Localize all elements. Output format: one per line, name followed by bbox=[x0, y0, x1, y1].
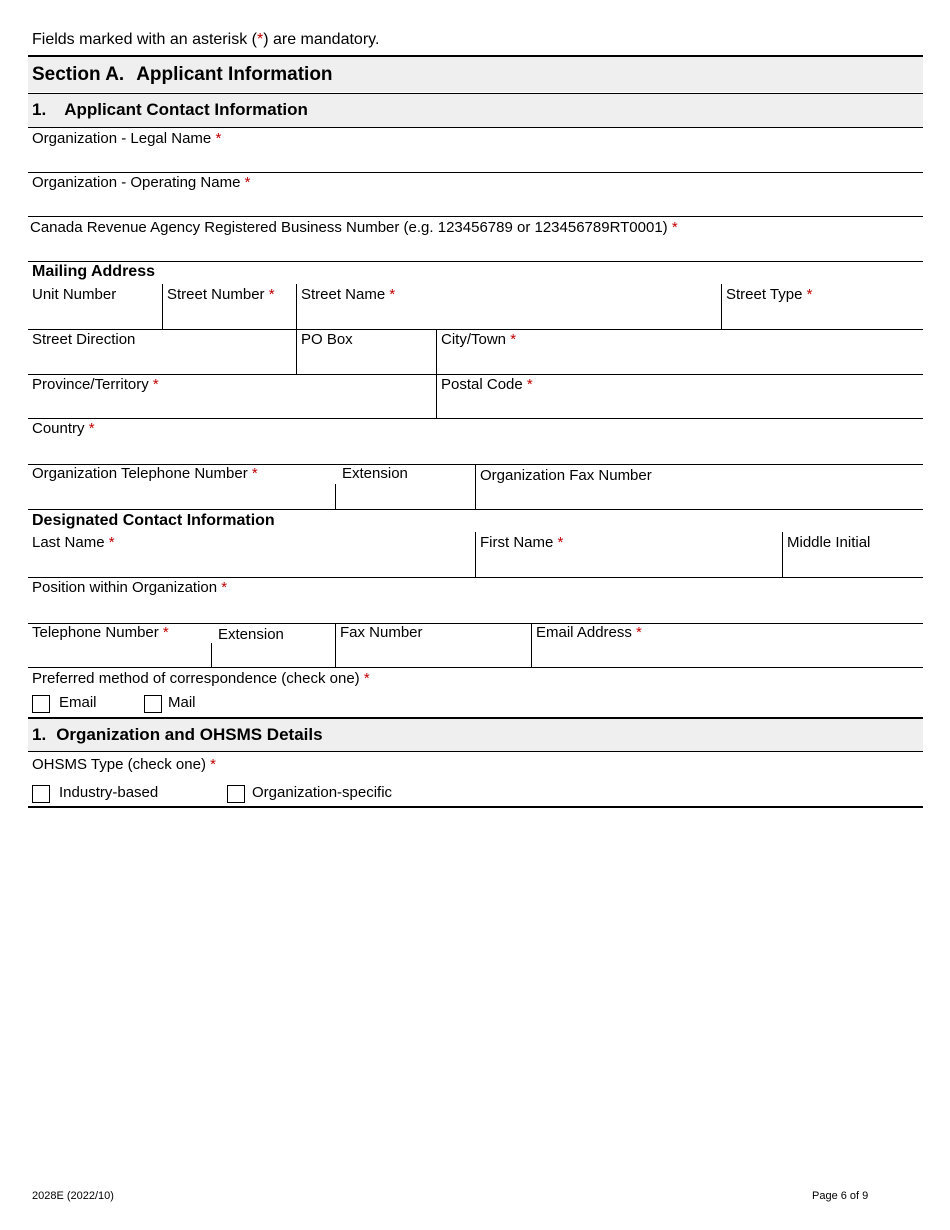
position-text: Position within Organization bbox=[32, 579, 218, 596]
business-number-text: Canada Revenue Agency Registered Business Number (e.g. 123456789 or 123456789RT0001) bbox=[30, 219, 668, 236]
required-marker: * bbox=[671, 219, 678, 236]
fax-label: Fax Number bbox=[340, 624, 423, 641]
page-number: Page 6 of 9 bbox=[812, 1190, 869, 1202]
last-name-label bbox=[32, 534, 115, 552]
mail-option-label: Mail bbox=[168, 694, 196, 711]
required-marker: * bbox=[251, 465, 258, 482]
required-marker: * bbox=[806, 286, 813, 303]
country-input[interactable] bbox=[32, 440, 917, 460]
email-checkbox[interactable] bbox=[32, 695, 50, 713]
postal-code-text: Postal Code bbox=[441, 376, 523, 393]
rule bbox=[28, 329, 923, 330]
ohsms-section-number: 1. bbox=[32, 725, 47, 744]
rule bbox=[28, 261, 923, 262]
street-direction-label: Street Direction bbox=[32, 331, 136, 348]
organization-specific-label: Organization-specific bbox=[252, 784, 393, 801]
first-name-label bbox=[480, 534, 563, 552]
legal-name-label bbox=[32, 130, 221, 148]
telephone-label bbox=[32, 624, 169, 642]
required-marker: * bbox=[244, 174, 251, 191]
preferred-method-label bbox=[32, 670, 370, 688]
required-marker: * bbox=[210, 756, 216, 773]
street-number-text: Street Number bbox=[167, 286, 265, 303]
telephone-text: Telephone Number bbox=[32, 624, 159, 641]
contact-section-heading bbox=[32, 99, 308, 121]
rule bbox=[28, 127, 923, 128]
designated-contact-heading: Designated Contact Information bbox=[32, 512, 275, 529]
street-name-input[interactable] bbox=[301, 306, 717, 326]
country-text: Country bbox=[32, 420, 85, 437]
city-town-input[interactable] bbox=[441, 351, 918, 371]
ohsms-type-label bbox=[32, 756, 216, 774]
rule bbox=[28, 172, 923, 173]
required-marker: * bbox=[510, 331, 517, 348]
email-label bbox=[536, 624, 642, 642]
street-number-label bbox=[167, 286, 275, 304]
industry-based-checkbox[interactable] bbox=[32, 785, 50, 803]
street-type-input[interactable] bbox=[726, 306, 918, 326]
rule bbox=[28, 216, 923, 217]
org-fax-label: Organization Fax Number bbox=[480, 467, 652, 484]
divider bbox=[531, 623, 532, 667]
required-marker: * bbox=[268, 286, 275, 303]
required-marker: * bbox=[152, 376, 159, 393]
required-marker: * bbox=[108, 534, 115, 551]
org-fax-input[interactable] bbox=[480, 486, 918, 506]
section-a-title: Section A. bbox=[32, 64, 125, 85]
street-name-text: Street Name bbox=[301, 286, 386, 303]
operating-name-label bbox=[32, 174, 250, 192]
industry-based-label: Industry-based bbox=[59, 784, 159, 801]
ohsms-section-heading bbox=[32, 724, 323, 746]
form-code: 2028E (2022/10) bbox=[32, 1190, 114, 1202]
unit-number-input[interactable] bbox=[32, 306, 158, 326]
contact-section-title: Applicant Contact Information bbox=[64, 100, 308, 119]
country-label bbox=[32, 420, 95, 438]
rule bbox=[28, 667, 923, 668]
postal-code-label bbox=[441, 376, 533, 394]
divider bbox=[475, 532, 476, 577]
divider bbox=[335, 484, 336, 509]
business-number-input[interactable] bbox=[32, 239, 917, 259]
middle-initial-input[interactable] bbox=[787, 554, 918, 574]
org-extension-label: Extension bbox=[342, 465, 408, 482]
first-name-text: First Name bbox=[480, 534, 554, 551]
province-text: Province/Territory bbox=[32, 376, 149, 393]
street-name-label bbox=[301, 286, 395, 304]
org-phone-text: Organization Telephone Number bbox=[32, 465, 248, 482]
city-town-label bbox=[441, 331, 516, 349]
required-marker: * bbox=[363, 670, 370, 687]
telephone-input[interactable] bbox=[32, 645, 206, 665]
po-box-input[interactable] bbox=[301, 351, 431, 371]
position-label bbox=[32, 579, 227, 597]
divider bbox=[475, 464, 476, 509]
extension-label: Extension bbox=[218, 626, 284, 643]
operating-name-input[interactable] bbox=[32, 194, 917, 214]
required-marker: * bbox=[636, 624, 642, 641]
email-option-label: Email bbox=[59, 694, 97, 711]
mandatory-note-suffix: ) are mandatory. bbox=[263, 31, 380, 48]
street-type-label bbox=[726, 286, 812, 304]
divider bbox=[721, 284, 722, 329]
ohsms-type-text: OHSMS Type (check one) bbox=[32, 756, 206, 773]
legal-name-input[interactable] bbox=[32, 150, 917, 170]
divider bbox=[335, 623, 336, 667]
unit-number-label: Unit Number bbox=[32, 286, 117, 303]
mandatory-note-prefix: Fields marked with an asterisk ( bbox=[32, 31, 257, 48]
required-marker: * bbox=[215, 130, 222, 147]
middle-initial-label: Middle Initial bbox=[787, 534, 871, 551]
mandatory-note bbox=[32, 31, 379, 49]
organization-specific-checkbox[interactable] bbox=[227, 785, 245, 803]
last-name-input[interactable] bbox=[32, 554, 470, 574]
po-box-label: PO Box bbox=[301, 331, 353, 348]
extension-input[interactable] bbox=[216, 645, 330, 665]
required-marker: * bbox=[557, 534, 564, 551]
province-label bbox=[32, 376, 159, 394]
required-marker: * bbox=[221, 579, 228, 596]
mailing-address-heading: Mailing Address bbox=[32, 263, 155, 280]
org-extension-input[interactable] bbox=[340, 486, 470, 506]
province-input[interactable] bbox=[32, 396, 432, 416]
city-town-text: City/Town bbox=[441, 331, 507, 348]
street-number-input[interactable] bbox=[167, 306, 292, 326]
first-name-input[interactable] bbox=[480, 554, 777, 574]
required-marker: * bbox=[389, 286, 396, 303]
required-marker: * bbox=[162, 624, 169, 641]
street-direction-input[interactable] bbox=[32, 351, 292, 371]
street-type-text: Street Type bbox=[726, 286, 803, 303]
last-name-text: Last Name bbox=[32, 534, 105, 551]
postal-code-input[interactable] bbox=[441, 396, 918, 416]
ohsms-section-title: Organization and OHSMS Details bbox=[56, 725, 323, 744]
required-marker: * bbox=[526, 376, 533, 393]
rule bbox=[28, 577, 923, 578]
email-text: Email Address bbox=[536, 624, 632, 641]
section-a-subtitle: Applicant Information bbox=[136, 64, 333, 85]
rule bbox=[28, 418, 923, 419]
rule bbox=[28, 374, 923, 375]
rule bbox=[28, 751, 923, 752]
contact-section-number: 1. bbox=[32, 100, 47, 119]
org-phone-label bbox=[32, 465, 258, 483]
divider bbox=[782, 532, 783, 577]
position-input[interactable] bbox=[32, 599, 917, 619]
required-marker: * bbox=[88, 420, 95, 437]
business-number-label bbox=[30, 219, 678, 237]
legal-name-text: Organization - Legal Name bbox=[32, 130, 212, 147]
mail-checkbox[interactable] bbox=[144, 695, 162, 713]
divider bbox=[211, 643, 212, 667]
preferred-method-text: Preferred method of correspondence (check one) bbox=[32, 670, 360, 687]
email-input[interactable] bbox=[536, 645, 918, 665]
fax-input[interactable] bbox=[340, 645, 526, 665]
org-phone-input[interactable] bbox=[32, 486, 330, 506]
rule bbox=[28, 806, 923, 808]
section-a-heading bbox=[32, 63, 333, 87]
required-marker: * bbox=[256, 31, 264, 48]
operating-name-text: Organization - Operating Name bbox=[32, 174, 241, 191]
rule bbox=[28, 509, 923, 510]
divider bbox=[162, 284, 163, 329]
